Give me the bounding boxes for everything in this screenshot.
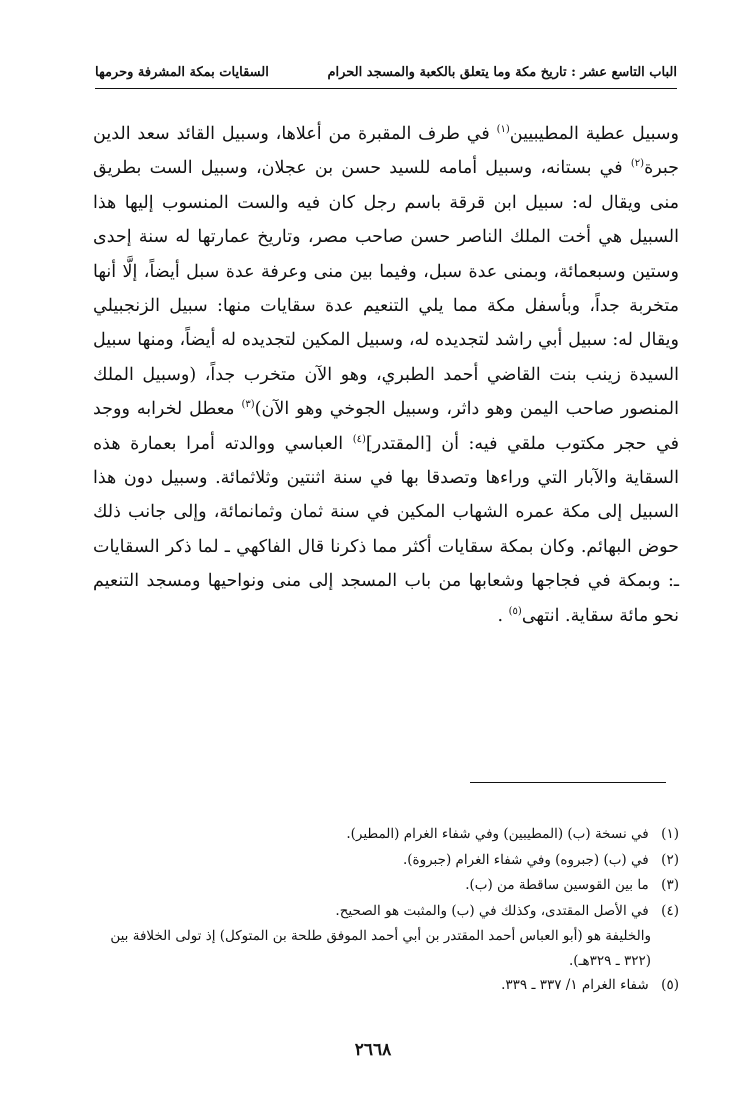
footnote-3 [93,873,679,898]
footnote-number: (٣) [661,877,679,893]
footnote-ref-1[interactable]: (١) [496,124,510,136]
page-number: ٢٦٦٨ [354,1040,392,1060]
footnotes [93,822,679,999]
footnote-1 [93,822,679,847]
text-segment: في بستانه، وسبيل أمامه للسيد حسن بن عجلان، وسبيل الست بطريق منى ويقال له: سبيل ابن قرقة باسم رجل كان فيه والست المنسوب إليها هذا السبيل هي أخت الملك الناصر حسن صاحب مصر، وتاريخ عمارتها له سنة إحدى وستين وسبعمائة، وبمنى عدة سبل، وفيما بين منى وعرفة عدة سبل أيضاً، إلَّا أنها متخربة جداً، وبأسفل مكة مما يلي التنعيم عدة سقايات منها: سبيل الزنجبيلي ويقال له: سبيل أبي راشد لتجديده له، وسبيل المكين لتجديده له أيضاً، ومنها سبيل السيدة زينب بنت القاضي أحمد الطبري، وهو الآن متخرب جداً، (وسبيل الملك المنصور صاحب اليمن وهو داثر، وسبيل الجوخي وهو الآن) [93,158,680,420]
main-text [93,117,679,633]
running-header [95,58,677,86]
footnote-text: شفاء الغرام ١/ ٣٣٧ ـ ٣٣٩. [501,977,649,993]
text-segment: وسبيل عطية المطيبيين [509,124,679,144]
footnote-text: في الأصل المقتدى، وكذلك في (ب) والمثبت هو الصحيح. [335,902,649,919]
header-divider [95,88,677,89]
footnote-4 [93,899,679,924]
footnote-number: (٢) [661,851,679,868]
footnote-ref-3[interactable]: (٣) [241,399,255,411]
text-segment: في طرف المقبرة من أعلاها، وسبيل القائد سعد الدين جبرة [93,124,679,179]
footnote-number: (٤) [661,902,679,919]
footnote-number: (١) [661,826,679,842]
footnote-ref-5[interactable]: (٥) [508,605,522,617]
main-paragraph [93,117,679,633]
footnote-text: في (ب) (جبروه) وفي شفاء الغرام (جبروة). [402,851,649,868]
header-chapter-title: الباب التاسع عشر : تاريخ مكة وما يتعلق بالكعبة والمسجد الحرام [327,64,677,80]
footnote-5 [93,973,679,998]
footnote-text: ما بين القوسين ساقطة من (ب). [465,877,649,893]
footnote-text: في نسخة (ب) (المطيبين) وفي شفاء الغرام (المطير). [346,826,649,842]
text-segment: العباسي ووالدته أمرا بعمارة هذه السقاية والآبار التي وراءها وتصدقا بها في سنة اثنتين وثلاثمائة. وسبيل دون هذا السبيل إلى مكة عمره الشهاب المكين في سنة ثمان وثمانمائة، وإلى جانب ذلك حوض البهائم. وكان بمكة سقايات أكثر مما ذكرنا قال الفاكهي ـ لما ذكر السقايات ـ: وبمكة في فجاجها وشعابها من باب المسجد إلى منى ونواحيها ومسجد التنعيم نحو مائة سقاية. انتهى [93,433,679,626]
header-section-title: السقايات بمكة المشرفة وحرمها [95,64,269,80]
text-segment: . [497,605,509,626]
footnote-ref-4[interactable]: (٤) [352,433,366,445]
footnote-2 [93,848,679,873]
footnote-4-continuation: والخليفة هو (أبو العباس أحمد المقتدر بن أبي أحمد الموفق طلحة بن المتوكل) إذ تولى الخلافة بين (٣٢٢ ـ ٣٢٩هـ). [110,928,651,969]
footnote-ref-2[interactable]: (٢) [630,158,645,170]
footnote-divider [470,782,666,783]
footnote-number: (٥) [661,977,679,993]
text-segment: معطل لخرابه ووجد في حجر مكتوب ملقي فيه: أن [المقتدر] [93,399,679,454]
